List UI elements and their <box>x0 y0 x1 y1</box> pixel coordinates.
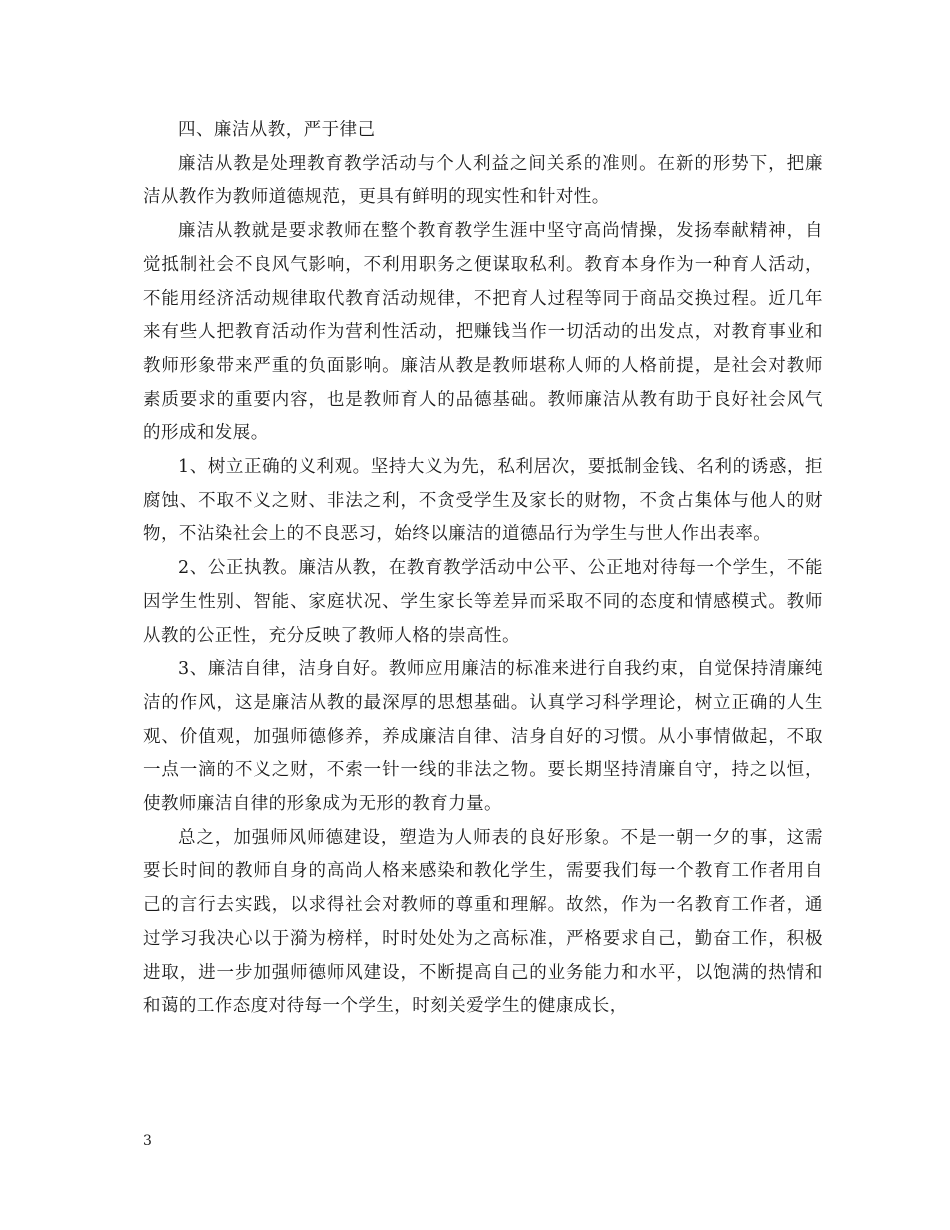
section-heading: 四、廉洁从教，严于律己 <box>178 120 376 140</box>
page-number: 3 <box>143 1133 152 1149</box>
paragraph-point-1: 1、树立正确的义利观。坚持大义为先，私利居次，要抵制金钱、名利的诱惑，拒腐蚀、不取不义之财、非法之利，不贪受学生及家长的财物，不贪占集体与他人的财物，不沾染社会上的不良恶习，始终以廉洁的道德品行为学生与世人作出表率。 <box>143 457 823 545</box>
paragraph-intro: 廉洁从教是处理教育教学活动与个人利益之间关系的准则。在新的形势下，把廉洁从教作为教师道德规范，更具有鲜明的现实性和针对性。 <box>143 153 823 208</box>
paragraph-point-2: 2、公正执教。廉洁从教，在教育教学活动中公平、公正地对待每一个学生，不能因学生性别、智能、家庭状况、学生家长等差异而采取不同的态度和情感模式。教师从教的公正性，充分反映了教师人格的崇高性。 <box>143 558 823 646</box>
paragraph-point-3: 3、廉洁自律，洁身自好。教师应用廉洁的标准来进行自我约束，自觉保持清廉纯洁的作风，这是廉洁从教的最深厚的思想基础。认真学习科学理论，树立正确的人生观、价值观，加强师德修养，养成廉洁自律、洁身自好的习惯。从小事情做起，不取一点一滴的不义之财，不索一针一线的非法之物。要长期坚持清廉自守，持之以恒，使教师廉洁自律的形象成为无形的教育力量。 <box>143 659 823 815</box>
paragraph-definition: 廉洁从教就是要求教师在整个教育教学生涯中坚守高尚情操，发扬奉献精神，自觉抵制社会不良风气影响，不利用职务之便谋取私利。教育本身作为一种育人活动，不能用经济活动规律取代教育活动规律，不把育人过程等同于商品交换过程。近几年来有些人把教育活动作为营利性活动，把赚钱当作一切活动的出发点，对教育事业和教师形象带来严重的负面影响。廉洁从教是教师堪称人师的人格前提，是社会对教师素质要求的重要内容，也是教师育人的品德基础。教师廉洁从教有助于良好社会风气的形成和发展。 <box>143 221 823 444</box>
document-body <box>143 114 823 1024</box>
paragraph-conclusion: 总之，加强师风师德建设，塑造为人师表的良好形象。不是一朝一夕的事，这需要长时间的教师自身的高尚人格来感染和教化学生，需要我们每一个教育工作者用自己的言行去实践，以求得社会对教师的尊重和理解。故然，作为一名教育工作者，通过学习我决心以于漪为榜样，时时处处为之高标准，严格要求自己，勤奋工作，积极进取，进一步加强师德师风建设，不断提高自己的业务能力和水平，以饱满的热情和和蔼的工作态度对待每一个学生，时刻关爱学生的健康成长， <box>143 827 823 1017</box>
